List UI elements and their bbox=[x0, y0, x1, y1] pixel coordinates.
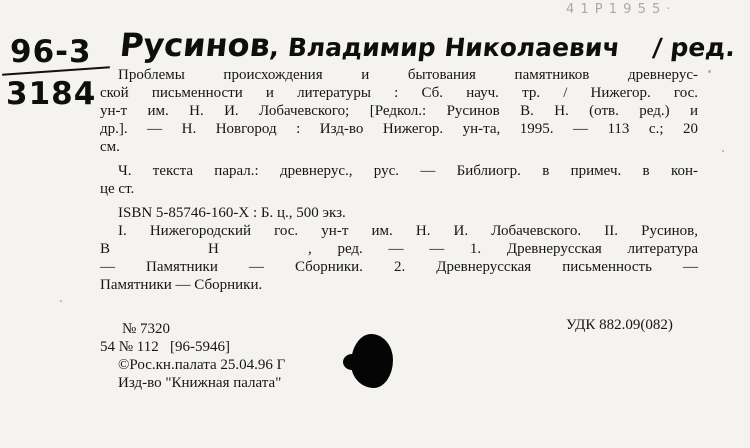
registration-code bbox=[100, 338, 230, 356]
udk-code: УДК 882.09(082) bbox=[566, 317, 673, 333]
author-role: / ред. bbox=[651, 33, 737, 62]
tracings-line-1: I. Нижегородский гос. ун-т им. Н. И. Лобачевского. II. Русинов, bbox=[118, 223, 698, 239]
publisher-line: Изд-во "Книжная палата" bbox=[118, 375, 282, 391]
faint-stamp: 4 1 P 1 9 5 5 · bbox=[566, 2, 672, 17]
registration-number: 54 № 112 bbox=[100, 339, 159, 355]
handwritten-author bbox=[118, 26, 737, 64]
paper-speck bbox=[722, 150, 724, 152]
isbn-line: ISBN 5-85746-160-X : Б. ц., 500 экз. bbox=[118, 205, 346, 221]
tracings-line-2-rest: , ред. — — 1. Древнерусская литература bbox=[308, 241, 698, 257]
ink-blot-small bbox=[343, 354, 361, 370]
record-line-4: др.]. — Н. Новгород : Изд-во Нижегор. ун-та, 1995. — 113 с.; 20 bbox=[100, 121, 698, 137]
shelfmark-bottom: 3184 bbox=[6, 76, 97, 112]
tracings-line-3: — Памятники — Сборники. 2. Древнерусская письменность — bbox=[100, 259, 698, 275]
notes-line-1: Ч. текста парал.: древнерус., рус. — Библиогр. в примеч. в кон- bbox=[118, 163, 698, 179]
record-line-1: Проблемы происхождения и бытования памятников древнерус- bbox=[118, 67, 698, 83]
notes-line-2: це ст. bbox=[100, 181, 135, 197]
tracings-line-4: Памятники — Сборники. bbox=[100, 277, 263, 293]
record-line-5: см. bbox=[100, 139, 120, 155]
record-line-2: ской письменности и литературы : Сб. науч. тр. / Нижегор. гос. bbox=[100, 85, 698, 101]
shelfmark-top: 96-3 bbox=[10, 34, 92, 70]
paper-speck bbox=[60, 300, 62, 302]
author-surname: Русинов bbox=[118, 26, 273, 64]
book-chamber-line: ©Рос.кн.палата 25.04.96 Г bbox=[118, 357, 286, 373]
author-given-names: , Владимир Николаевич bbox=[268, 33, 622, 62]
record-line-3: ун-т им. Н. И. Лобачевского; [Редкол.: Русинов В. Н. (отв. ред.) и bbox=[100, 103, 698, 119]
registration-bracket: [96-5946] bbox=[170, 339, 231, 355]
tracings-initial-n: Н bbox=[208, 241, 219, 257]
card-number: № 7320 bbox=[122, 321, 171, 337]
paper-speck bbox=[708, 70, 711, 73]
tracings-initial-v: В bbox=[100, 241, 111, 257]
